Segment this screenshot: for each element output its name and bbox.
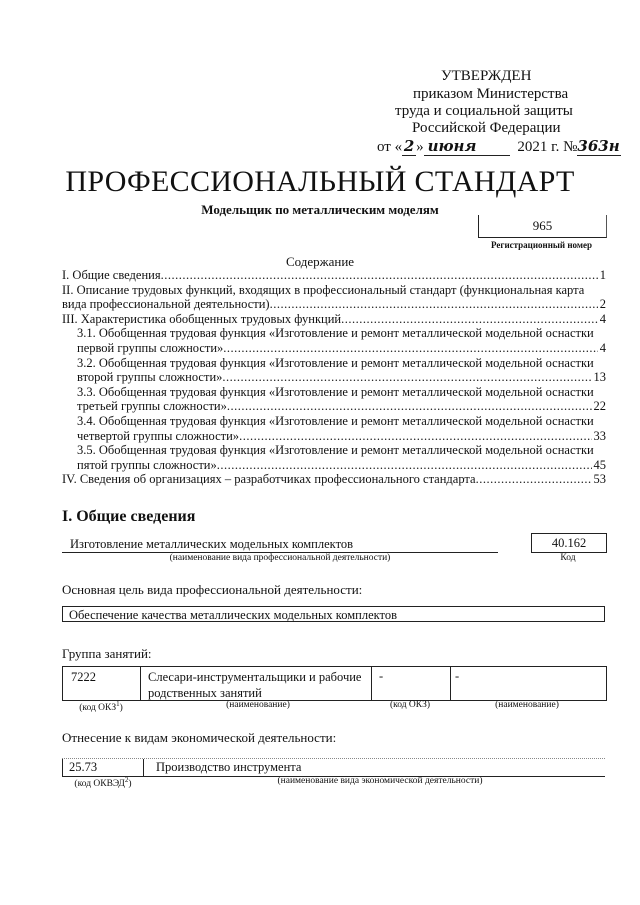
- approval-date-line: [377, 137, 621, 156]
- goal-box: Обеспечение качества металлических модельных комплектов: [62, 606, 605, 622]
- econ-name-caption: (наименование вида экономической деятельности): [277, 776, 483, 786]
- toc-page-number: 13: [593, 370, 606, 385]
- toc-entry[interactable]: [62, 443, 606, 472]
- registration-number-caption: Регистрационный номер: [490, 240, 593, 250]
- toc-page-number: 33: [593, 428, 606, 443]
- toc-entry-text: 3.2. Обобщенная трудовая функция «Изготовление и ремонт металлической модельной оснастки: [77, 355, 594, 370]
- approval-month: июня: [424, 137, 510, 156]
- toc-entry-text: 3.3. Обобщенная трудовая функция «Изготовление и ремонт металлической модельной оснастки: [77, 384, 594, 399]
- page-subtitle: Модельщик по металлическим моделям: [201, 202, 439, 217]
- toc-entry[interactable]: [62, 268, 606, 283]
- toc-page-number: 22: [593, 399, 606, 414]
- approval-status: УТВЕРЖДЕН: [441, 68, 532, 84]
- toc-page-number: 45: [593, 457, 606, 472]
- toc-entry-text: III. Характеристика обобщенных трудовых функций: [62, 311, 342, 326]
- toc-entry[interactable]: [62, 283, 606, 312]
- approval-year: 2021 г. №: [517, 139, 578, 155]
- toc-leader-dots: [341, 312, 598, 327]
- group-name-1-line-1: Слесари-инструментальщики и рабочие: [148, 670, 362, 684]
- group-name-1-caption: (наименование): [226, 700, 290, 710]
- econ-activity-row: [62, 758, 605, 777]
- group-name-1-line-2: родственных занятий: [148, 686, 262, 700]
- toc-entry-text: 3.4. Обобщенная трудовая функция «Изготовление и ремонт металлической модельной оснастки: [77, 413, 594, 428]
- toc-entry-text: третьей группы сложности»: [77, 399, 227, 414]
- toc-leader-dots: [223, 341, 597, 356]
- approval-date-mid: »: [416, 139, 424, 155]
- activity-code-caption: Код: [560, 553, 576, 563]
- toc-leader-dots: [476, 472, 592, 487]
- approval-line-1: приказом Министерства: [413, 86, 569, 102]
- toc-entry[interactable]: [62, 312, 606, 327]
- group-code-1: 7222: [63, 667, 141, 700]
- toc-leader-dots: [222, 370, 591, 385]
- toc-entry-text: II. Описание трудовых функций, входящих в профессиональный стандарт (функциональная карта: [62, 282, 585, 297]
- toc-entry-text: четвертой группы сложности»: [77, 428, 240, 443]
- toc-page-number: 4: [599, 311, 606, 326]
- toc-leader-dots: [227, 399, 592, 414]
- group-name-2-caption: (наименование): [495, 700, 559, 710]
- activity-name-caption: (наименование вида профессиональной деятельности): [169, 553, 391, 563]
- approval-line-2: труда и социальной защиты: [395, 103, 573, 119]
- section-heading: I. Общие сведения: [62, 508, 196, 525]
- toc-entry[interactable]: [62, 385, 606, 414]
- toc-entry-text: второй группы сложности»: [77, 370, 223, 385]
- econ-name: Производство инструмента: [156, 760, 302, 774]
- toc-entry-text: 3.5. Обобщенная трудовая функция «Изготовление и ремонт металлической модельной оснастки: [77, 443, 594, 458]
- group-name-1: [146, 667, 372, 700]
- toc-leader-dots: [161, 268, 598, 283]
- toc-page-number: 1: [599, 268, 606, 282]
- econ-label: Отнесение к видам экономической деятельности:: [62, 730, 337, 745]
- toc-entry-text: IV. Сведения об организациях – разработчиках профессионального стандарта: [62, 472, 476, 487]
- toc-leader-dots: [239, 429, 591, 444]
- group-code-1-caption: (код ОКЗ$^1$): [79, 700, 123, 714]
- toc-leader-dots: [270, 297, 598, 312]
- toc-entry-text: вида профессиональной деятельности): [62, 297, 270, 312]
- approval-number: 363н: [577, 137, 620, 155]
- econ-code: 25.73: [62, 759, 144, 776]
- group-code-2-caption: (код ОКЗ): [389, 700, 431, 710]
- toc-entry[interactable]: [62, 356, 606, 385]
- approval-line-3: Российской Федерации: [412, 120, 561, 136]
- group-label: Группа занятий:: [62, 646, 152, 661]
- toc-page-number: 4: [599, 340, 606, 355]
- activity-name-field: Изготовление металлических модельных комплектов: [62, 536, 498, 553]
- toc-entry-text: I. Общие сведения: [62, 268, 161, 282]
- toc-entry[interactable]: [62, 414, 606, 443]
- toc-entry-text: 3.1. Обобщенная трудовая функция «Изготовление и ремонт металлической модельной оснастки: [77, 326, 594, 341]
- activity-code-box: 40.162: [531, 533, 607, 553]
- toc-page-number: 2: [599, 297, 606, 312]
- registration-number-box: 965: [478, 215, 607, 238]
- toc-entry-text: пятой группы сложности»: [77, 457, 217, 472]
- econ-code-caption: (код ОКВЭД$^2$): [74, 776, 132, 790]
- toc-entry[interactable]: [62, 472, 606, 487]
- group-code-2: -: [375, 667, 451, 700]
- toc-entry[interactable]: [62, 326, 606, 355]
- group-name-2: -: [455, 669, 460, 683]
- toc-entry-text: первой группы сложности»: [77, 340, 224, 355]
- toc-leader-dots: [217, 458, 592, 473]
- approval-day: 2: [403, 137, 415, 155]
- toc-page-number: 53: [593, 472, 606, 487]
- page-title: ПРОФЕССИОНАЛЬНЫЙ СТАНДАРТ: [65, 165, 575, 198]
- toc-heading: Содержание: [285, 254, 355, 269]
- approval-date-prefix: от «: [377, 139, 403, 155]
- table-of-contents: [62, 268, 606, 487]
- goal-label: Основная цель вида профессиональной деятельности:: [62, 582, 363, 597]
- occupation-group-table: [62, 666, 607, 701]
